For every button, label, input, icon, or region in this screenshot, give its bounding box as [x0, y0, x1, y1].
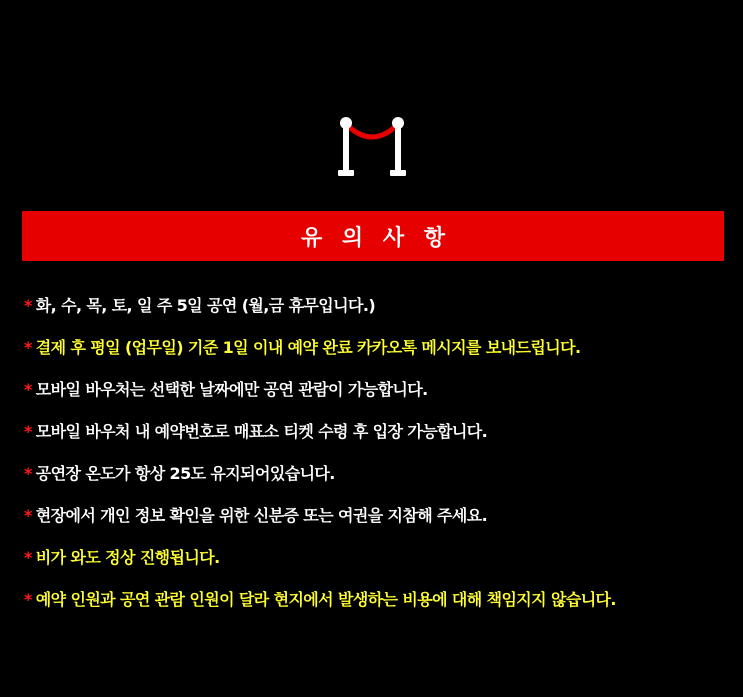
- notice-item: [24, 585, 616, 627]
- bullet-asterisk: *: [24, 380, 32, 399]
- notice-item: [24, 417, 616, 459]
- notice-text: 예약 인원과 공연 관람 인원이 달라 현지에서 발생하는 비용에 대해 책임지지 않습니다.: [35, 590, 616, 609]
- notice-item: [24, 375, 616, 417]
- notice-list: [24, 291, 616, 627]
- notice-text: 비가 와도 정상 진행됩니다.: [35, 548, 220, 567]
- notice-text: 공연장 온도가 항상 25도 유지되어있습니다.: [35, 464, 335, 483]
- bullet-asterisk: *: [24, 296, 32, 315]
- notice-banner: [22, 211, 724, 261]
- notice-item: [24, 333, 616, 375]
- notice-text: 현장에서 개인 정보 확인을 위한 신분증 또는 여권을 지참해 주세요.: [35, 506, 488, 525]
- bullet-asterisk: *: [24, 422, 32, 441]
- notice-text: 화, 수, 목, 토, 일 주 5일 공연 (월,금 휴무입니다.): [35, 296, 376, 315]
- banner-title: 유 의 사 항: [301, 225, 451, 251]
- bullet-asterisk: *: [24, 464, 32, 483]
- notice-text: 결제 후 평일 (업무일) 기준 1일 이내 예약 완료 카카오톡 메시지를 보내드립니다.: [35, 338, 581, 357]
- bullet-asterisk: *: [24, 338, 32, 357]
- notice-item: [24, 291, 616, 333]
- bullet-asterisk: *: [24, 590, 32, 609]
- notice-item: [24, 459, 616, 501]
- notice-text: 모바일 바우처는 선택한 날짜에만 공연 관람이 가능합니다.: [35, 380, 428, 399]
- notice-item: [24, 543, 616, 585]
- bullet-asterisk: *: [24, 548, 32, 567]
- notice-item: [24, 501, 616, 543]
- rope-barrier-icon: [334, 114, 410, 180]
- bullet-asterisk: *: [24, 506, 32, 525]
- notice-text: 모바일 바우처 내 예약번호로 매표소 티켓 수령 후 입장 가능합니다.: [35, 422, 488, 441]
